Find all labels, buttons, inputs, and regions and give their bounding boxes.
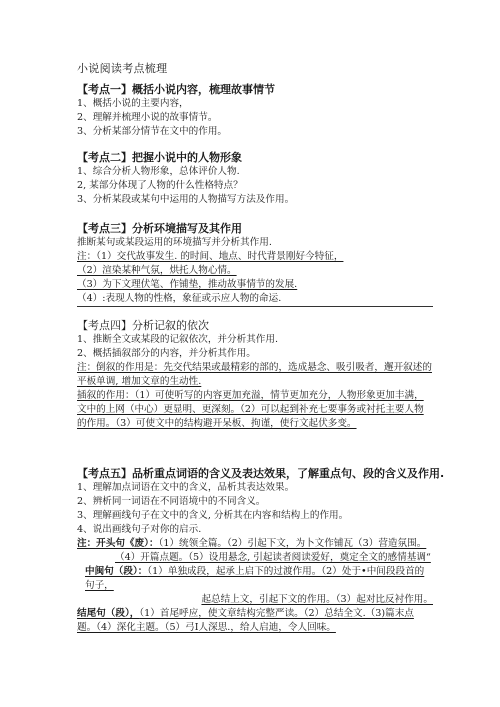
list-item: 2, 某部分体现了人物的什么性格特点？ — [77, 180, 243, 191]
section-5-heading: 【考点五】品析重点词语的含义及表达效果，了解重点句、段的含义及作用. — [77, 467, 445, 480]
divider — [77, 306, 433, 307]
document-title: 小说阅读考点梳理 — [77, 62, 168, 75]
note-text: （4）开篇点题。（5）设用悬念, 引起读者阅读爱好，奠定全文的感情基调“ — [115, 552, 431, 563]
note-opening-cont — [77, 551, 433, 565]
note-paragraph: 插叙的作用：（1）可使听写的内容更加充溢，情节更加充分，人物形象更加丰满，文中的上网（中心）更显明、更深刻。（2）可以起到补充七要事务或衬托主要人物的作用。（3）可使文中的结构避开呆板、拘谨，使行文起伏多变。 — [77, 390, 424, 429]
note-text: （1）单独成段，起承上启下的过渡作用。（2）处于•中间段段首的句子， — [85, 566, 425, 591]
list-item: 1、推断全文或某段的记叙依次，并分析其作用. — [77, 334, 279, 345]
section-4-heading: 【考点四】分析记叙的依次 — [77, 319, 209, 332]
section-2 — [77, 150, 433, 207]
section-2-heading: 【考点二】把握小说中的人物形象 — [77, 151, 242, 164]
list-item: 4、说出画线句子对你的启示. — [77, 524, 202, 535]
note-text: 起总结上文，引起下文的作用。（3）起对比反衬作用。 — [201, 594, 433, 605]
section-1-heading: 【考点一】概括小说内容，梳理故事情节 — [77, 83, 275, 96]
note-opening — [77, 537, 433, 551]
note-line: （3）为下文理伏笔、作铺垫，推动故事情节的发展. — [77, 279, 298, 290]
note-middle-cont — [77, 593, 433, 607]
note-line: （2）渲染某种气氛，烘托人物心情。 — [77, 265, 237, 276]
list-item: 3、分析某部分情节在文中的作用。 — [77, 126, 228, 137]
note-label: 结尾句（段）， — [77, 608, 140, 619]
list-item: 3、分析某段或某句中运用的人物描写方法及作用。 — [77, 194, 295, 205]
note-text: （1）首尾呼应，使文章结构完整严读。（2）总结全文.（3)篇末点题。（4）深化主题。（5）弓I人深思.，给人启迪，令人回味。 — [77, 608, 414, 633]
section-1 — [77, 82, 433, 139]
section-3 — [77, 221, 433, 306]
list-item: 1、理解加点词语在文中的含义，品析其表达效果。 — [77, 482, 295, 493]
section-4 — [77, 318, 433, 431]
note-ending — [77, 607, 433, 635]
note-label: 中闽句（段）： — [85, 566, 148, 577]
section-5 — [77, 466, 445, 635]
note-label: 注：开头句《废）： — [77, 538, 159, 549]
note-paragraph: 注：倒叙的作用是：先交代结果或最精彩的部的，选成悬念、吸引吸者，邂开叙述的平板单调, 增加文章的生动性. — [77, 362, 432, 387]
list-item: 2、概括插叙部分的内容，并分析其作用。 — [77, 348, 256, 359]
section-3-intro: 推断某句或某段运用的环境描写并分析其作用. — [77, 237, 272, 248]
note-line: 注：（1）交代故事发生. 的时间、地点、时代背景刚好今特征， — [77, 251, 344, 262]
list-item: 1、概括小说的主要内容， — [77, 98, 189, 109]
list-item: 2、辨析同一词语在不同语境中的不同含义。 — [77, 496, 266, 507]
list-item: 3、理解画线句子在文中的含义, 分析其在内容和结构上的作用。 — [77, 510, 349, 521]
list-item: 2、理解并梳理小说的故事情节。 — [77, 112, 218, 123]
section-3-heading: 【考点三】分析环境描写及其作用 — [77, 222, 242, 235]
note-text: （1）统领全篇。（2）引起下文，为卜文作铺瓦（3）营造氛围。 — [158, 538, 427, 549]
note-line: （4）:表现人物的性格，象征或示应人物的命运. — [77, 293, 282, 304]
list-item: 1、综合分析人物形象，总体评价人物. — [77, 166, 240, 177]
note-middle — [77, 565, 433, 593]
